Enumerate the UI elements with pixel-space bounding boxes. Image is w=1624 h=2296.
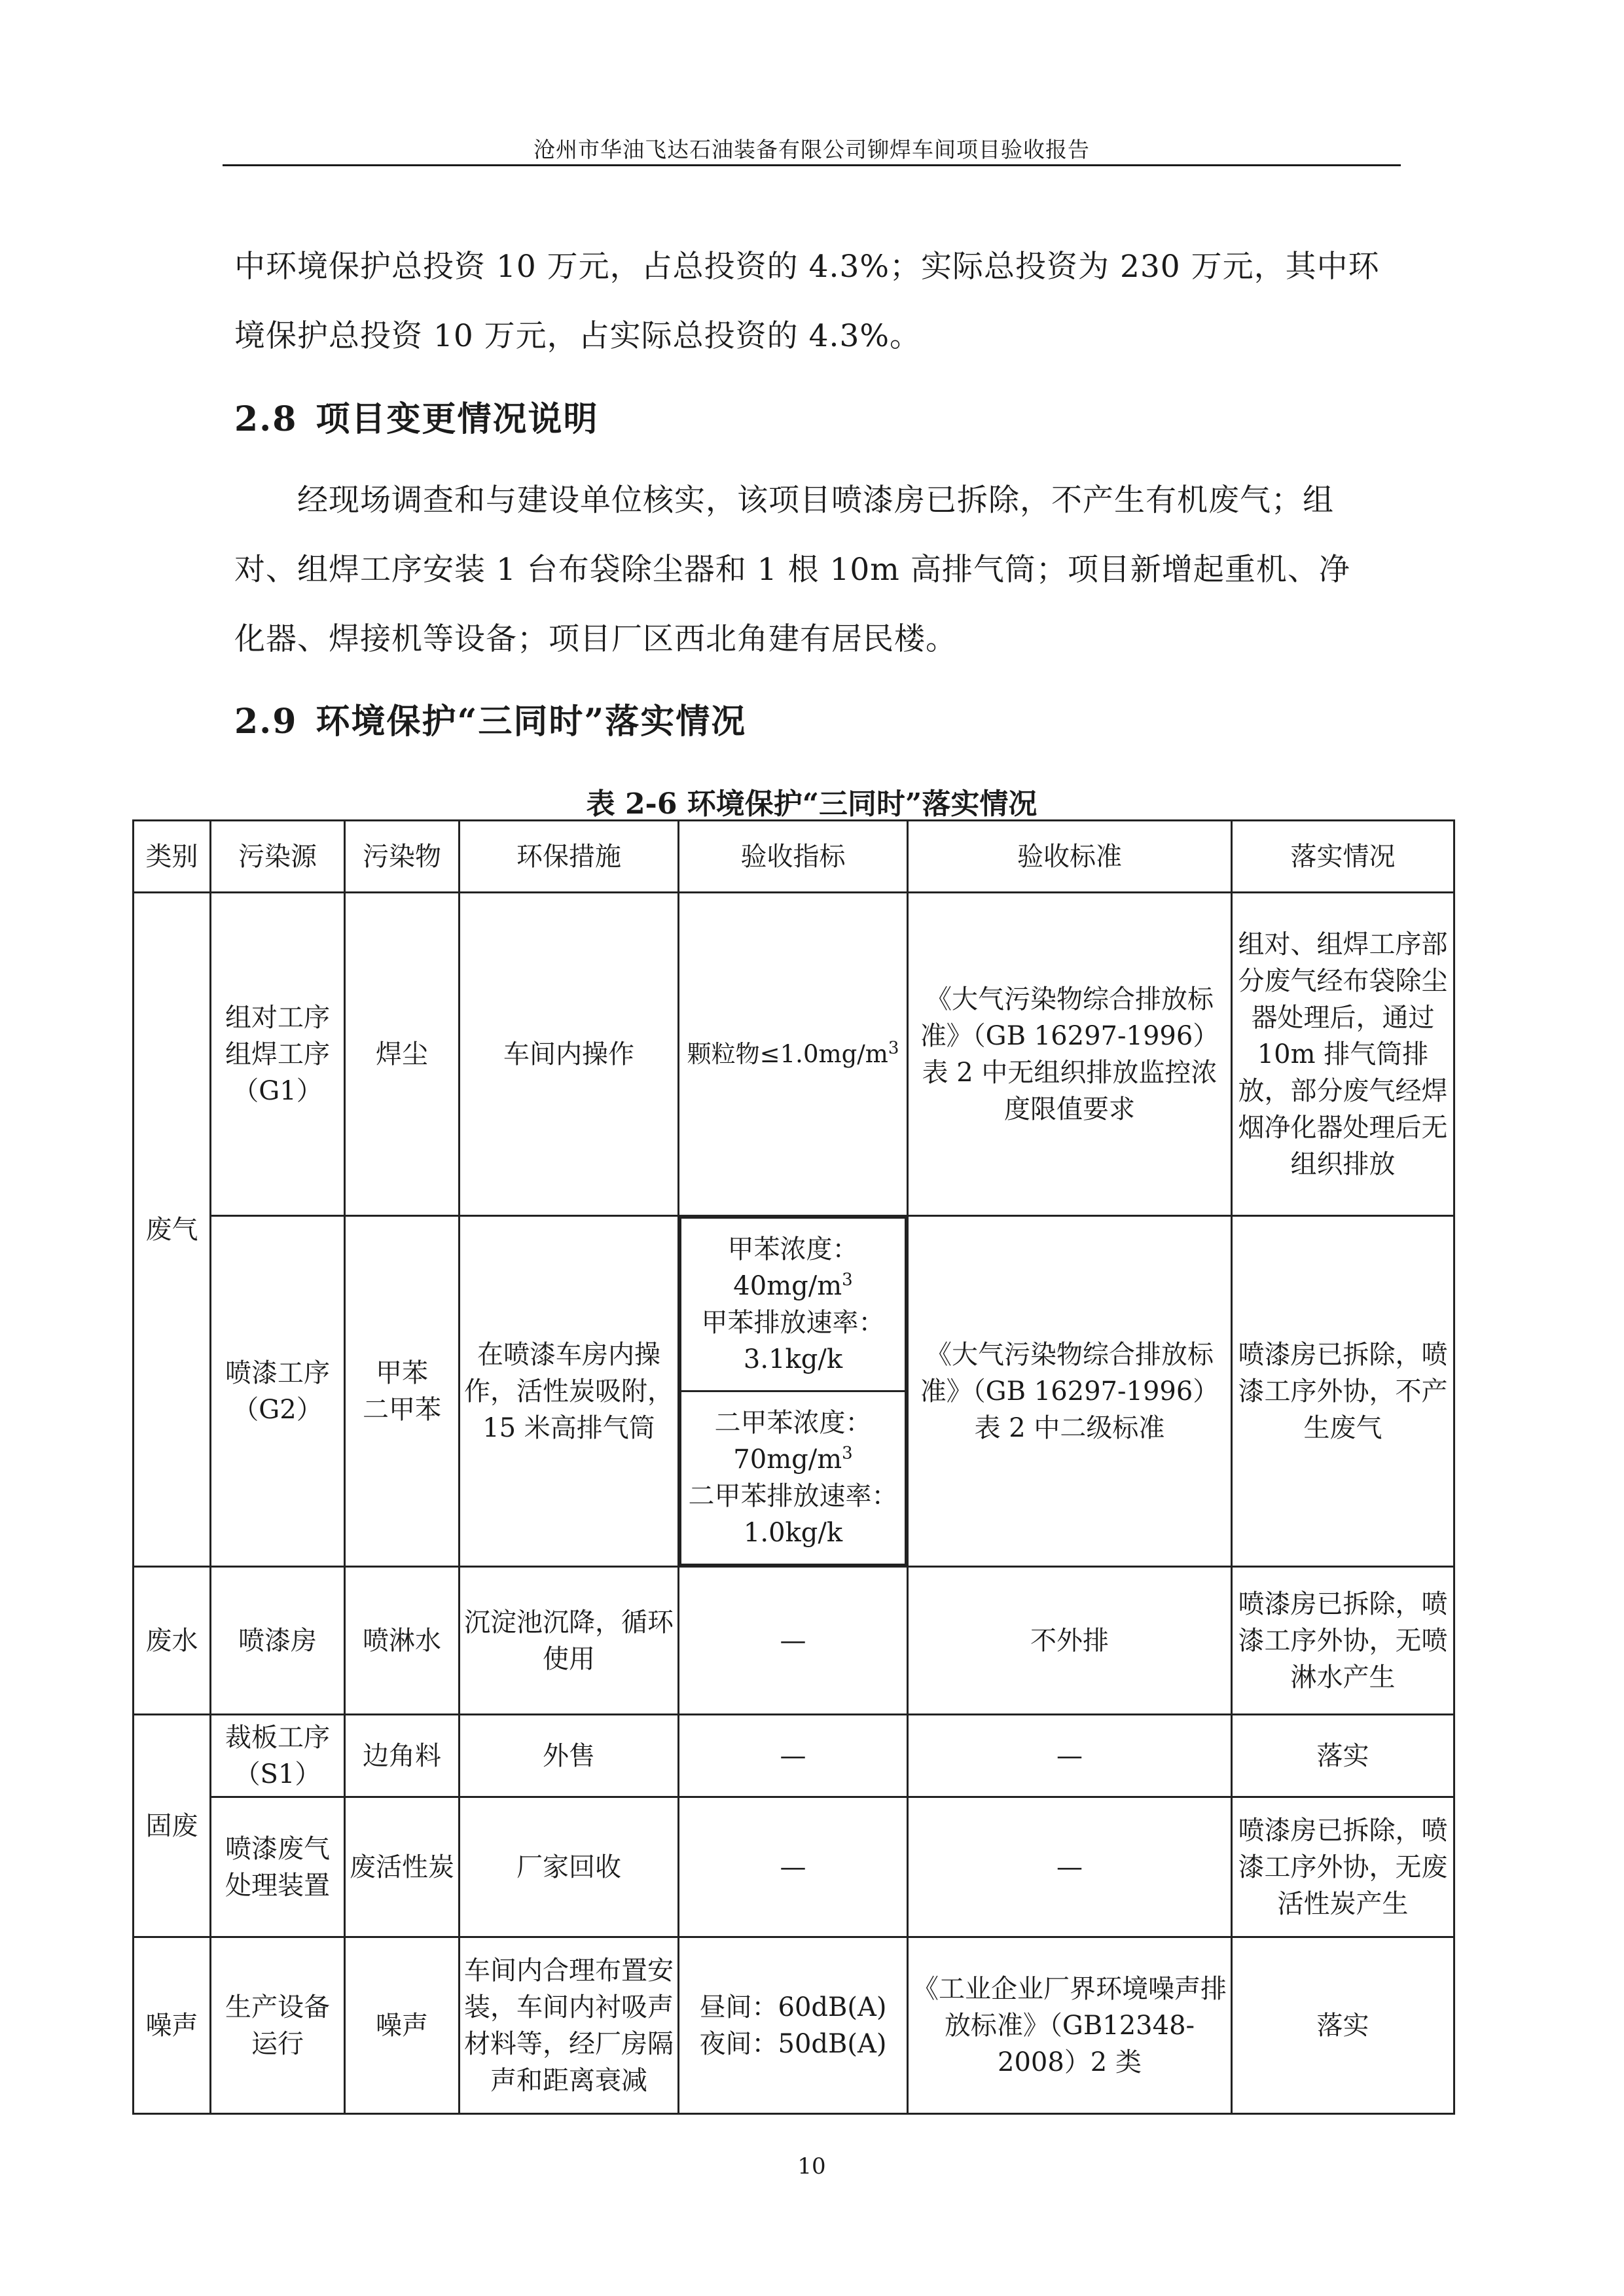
- pollutant-cell: 喷淋水: [345, 1567, 460, 1715]
- table-row: [134, 893, 1454, 1216]
- standard-cell: —: [908, 1715, 1232, 1797]
- source-cell: 喷漆房: [211, 1567, 345, 1715]
- header-rule: [223, 164, 1401, 166]
- standard-cell: 《大气污染物综合排放标准》（GB 16297-1996）表 2 中二级标准: [908, 1216, 1232, 1567]
- table-row: [134, 1567, 1454, 1715]
- status-cell: 喷漆房已拆除，喷漆工序外协，无喷淋水产生: [1232, 1567, 1454, 1715]
- section-number: 2.8: [234, 399, 298, 439]
- measure-cell: 厂家回收: [460, 1797, 679, 1937]
- pollutant-cell: 边角料: [345, 1715, 460, 1797]
- table-header-row: [134, 821, 1454, 893]
- source-cell: 生产设备运行: [211, 1937, 345, 2114]
- three-simultaneous-table: [132, 819, 1455, 2115]
- header-cell-standard: 验收标准: [908, 821, 1232, 893]
- source-cell: 喷漆废气处理装置: [211, 1797, 345, 1937]
- indicator-cell: —: [679, 1567, 908, 1715]
- section-title: 项目变更情况说明: [316, 399, 599, 439]
- table-row: [134, 1937, 1454, 2114]
- intro-paragraph: [234, 232, 1386, 371]
- standard-cell: —: [908, 1797, 1232, 1937]
- section-number: 2.9: [234, 702, 298, 742]
- header-cell-indicator: 验收指标: [679, 821, 908, 893]
- section-heading-2-8: [234, 391, 598, 440]
- table-row: [134, 1797, 1454, 1937]
- standard-cell: 不外排: [908, 1567, 1232, 1715]
- standard-cell: 《大气污染物综合排放标准》（GB 16297-1996）表 2 中无组织排放监控浓度限值要求: [908, 893, 1232, 1216]
- section-title: 环境保护“三同时”落实情况: [316, 702, 747, 742]
- status-cell: 喷漆房已拆除，喷漆工序外协，无废活性炭产生: [1232, 1797, 1454, 1937]
- category-cell-noise: 噪声: [134, 1937, 211, 2114]
- header-cell-measure: 环保措施: [460, 821, 679, 893]
- indicator-cell: 甲苯浓度： $40mg/m^3$ 甲苯排放速率： 3.1kg/k 二甲苯浓度： $70mg/m^3$ 二甲苯排放速率： 1.0kg/k: [679, 1216, 908, 1567]
- status-cell: 落实: [1232, 1715, 1454, 1797]
- intro-line-2: 境保护总投资 10 万元，占实际总投资的 4.3%。: [234, 318, 922, 354]
- measure-cell: 车间内合理布置安装，车间内衬吸声材料等，经厂房隔声和距离衰减: [460, 1937, 679, 2114]
- indicator-cell: —: [679, 1715, 908, 1797]
- source-cell: 喷漆工序 （G2）: [211, 1216, 345, 1567]
- category-cell-waste-gas: 废气: [134, 893, 211, 1567]
- category-cell-waste-water: 废水: [134, 1567, 211, 1715]
- pollutant-cell: 噪声: [345, 1937, 460, 2114]
- paragraph-line-1: 经现场调查和与建设单位核实，该项目喷漆房已拆除，不产生有机废气；组: [297, 482, 1334, 518]
- measure-cell: 沉淀池沉降，循环使用: [460, 1567, 679, 1715]
- standard-cell: 《工业企业厂界环境噪声排放标准》（GB12348-2008）2 类: [908, 1937, 1232, 2114]
- header-cell-status: 落实情况: [1232, 821, 1454, 893]
- pollutant-cell: 废活性炭: [345, 1797, 460, 1937]
- source-cell: 组对工序 组焊工序 （G1）: [211, 893, 345, 1216]
- measure-cell: 在喷漆车房内操作，活性炭吸附，15 米高排气筒: [460, 1216, 679, 1567]
- section-heading-2-9: [234, 694, 746, 743]
- status-cell: 落实: [1232, 1937, 1454, 2114]
- table-row: [134, 1715, 1454, 1797]
- status-cell: 喷漆房已拆除，喷漆工序外协，不产生废气: [1232, 1216, 1454, 1567]
- source-cell: 裁板工序 （S1）: [211, 1715, 345, 1797]
- page-header-title: 沧州市华油飞达石油装备有限公司铆焊车间项目验收报告: [533, 137, 1090, 162]
- category-cell-solid-waste: 固废: [134, 1715, 211, 1937]
- indicator-cell: 颗粒物$\le 1.0mg/m^3$: [679, 893, 908, 1216]
- header-cell-category: 类别: [134, 821, 211, 893]
- indicator-cell: 昼间：60dB(A) 夜间：50dB(A): [679, 1937, 908, 2114]
- status-cell: 组对、组焊工序部分废气经布袋除尘器处理后，通过 10m 排气筒排放，部分废气经焊烟净化器处理后无组织排放: [1232, 893, 1454, 1216]
- intro-line-1: 中环境保护总投资 10 万元，占总投资的 4.3%；实际总投资为 230 万元，其中环: [234, 249, 1380, 285]
- pollutant-cell: 甲苯 二甲苯: [345, 1216, 460, 1567]
- indicator-cell: —: [679, 1797, 908, 1937]
- page-number: 10: [797, 2153, 826, 2179]
- table-row: [134, 1216, 1454, 1567]
- measure-cell: 外售: [460, 1715, 679, 1797]
- table-caption: 表 2-6 环境保护“三同时”落实情况: [586, 787, 1038, 821]
- paragraph-line-2: 对、组焊工序安装 1 台布袋除尘器和 1 根 10m 高排气筒；项目新增起重机、净: [234, 552, 1350, 588]
- header-cell-pollutant: 污染物: [345, 821, 460, 893]
- section-2-8-paragraph: [234, 466, 1386, 674]
- header-cell-source: 污染源: [211, 821, 345, 893]
- measure-cell: 车间内操作: [460, 893, 679, 1216]
- paragraph-line-3: 化器、焊接机等设备；项目厂区西北角建有居民楼。: [234, 621, 957, 657]
- pollutant-cell: 焊尘: [345, 893, 460, 1216]
